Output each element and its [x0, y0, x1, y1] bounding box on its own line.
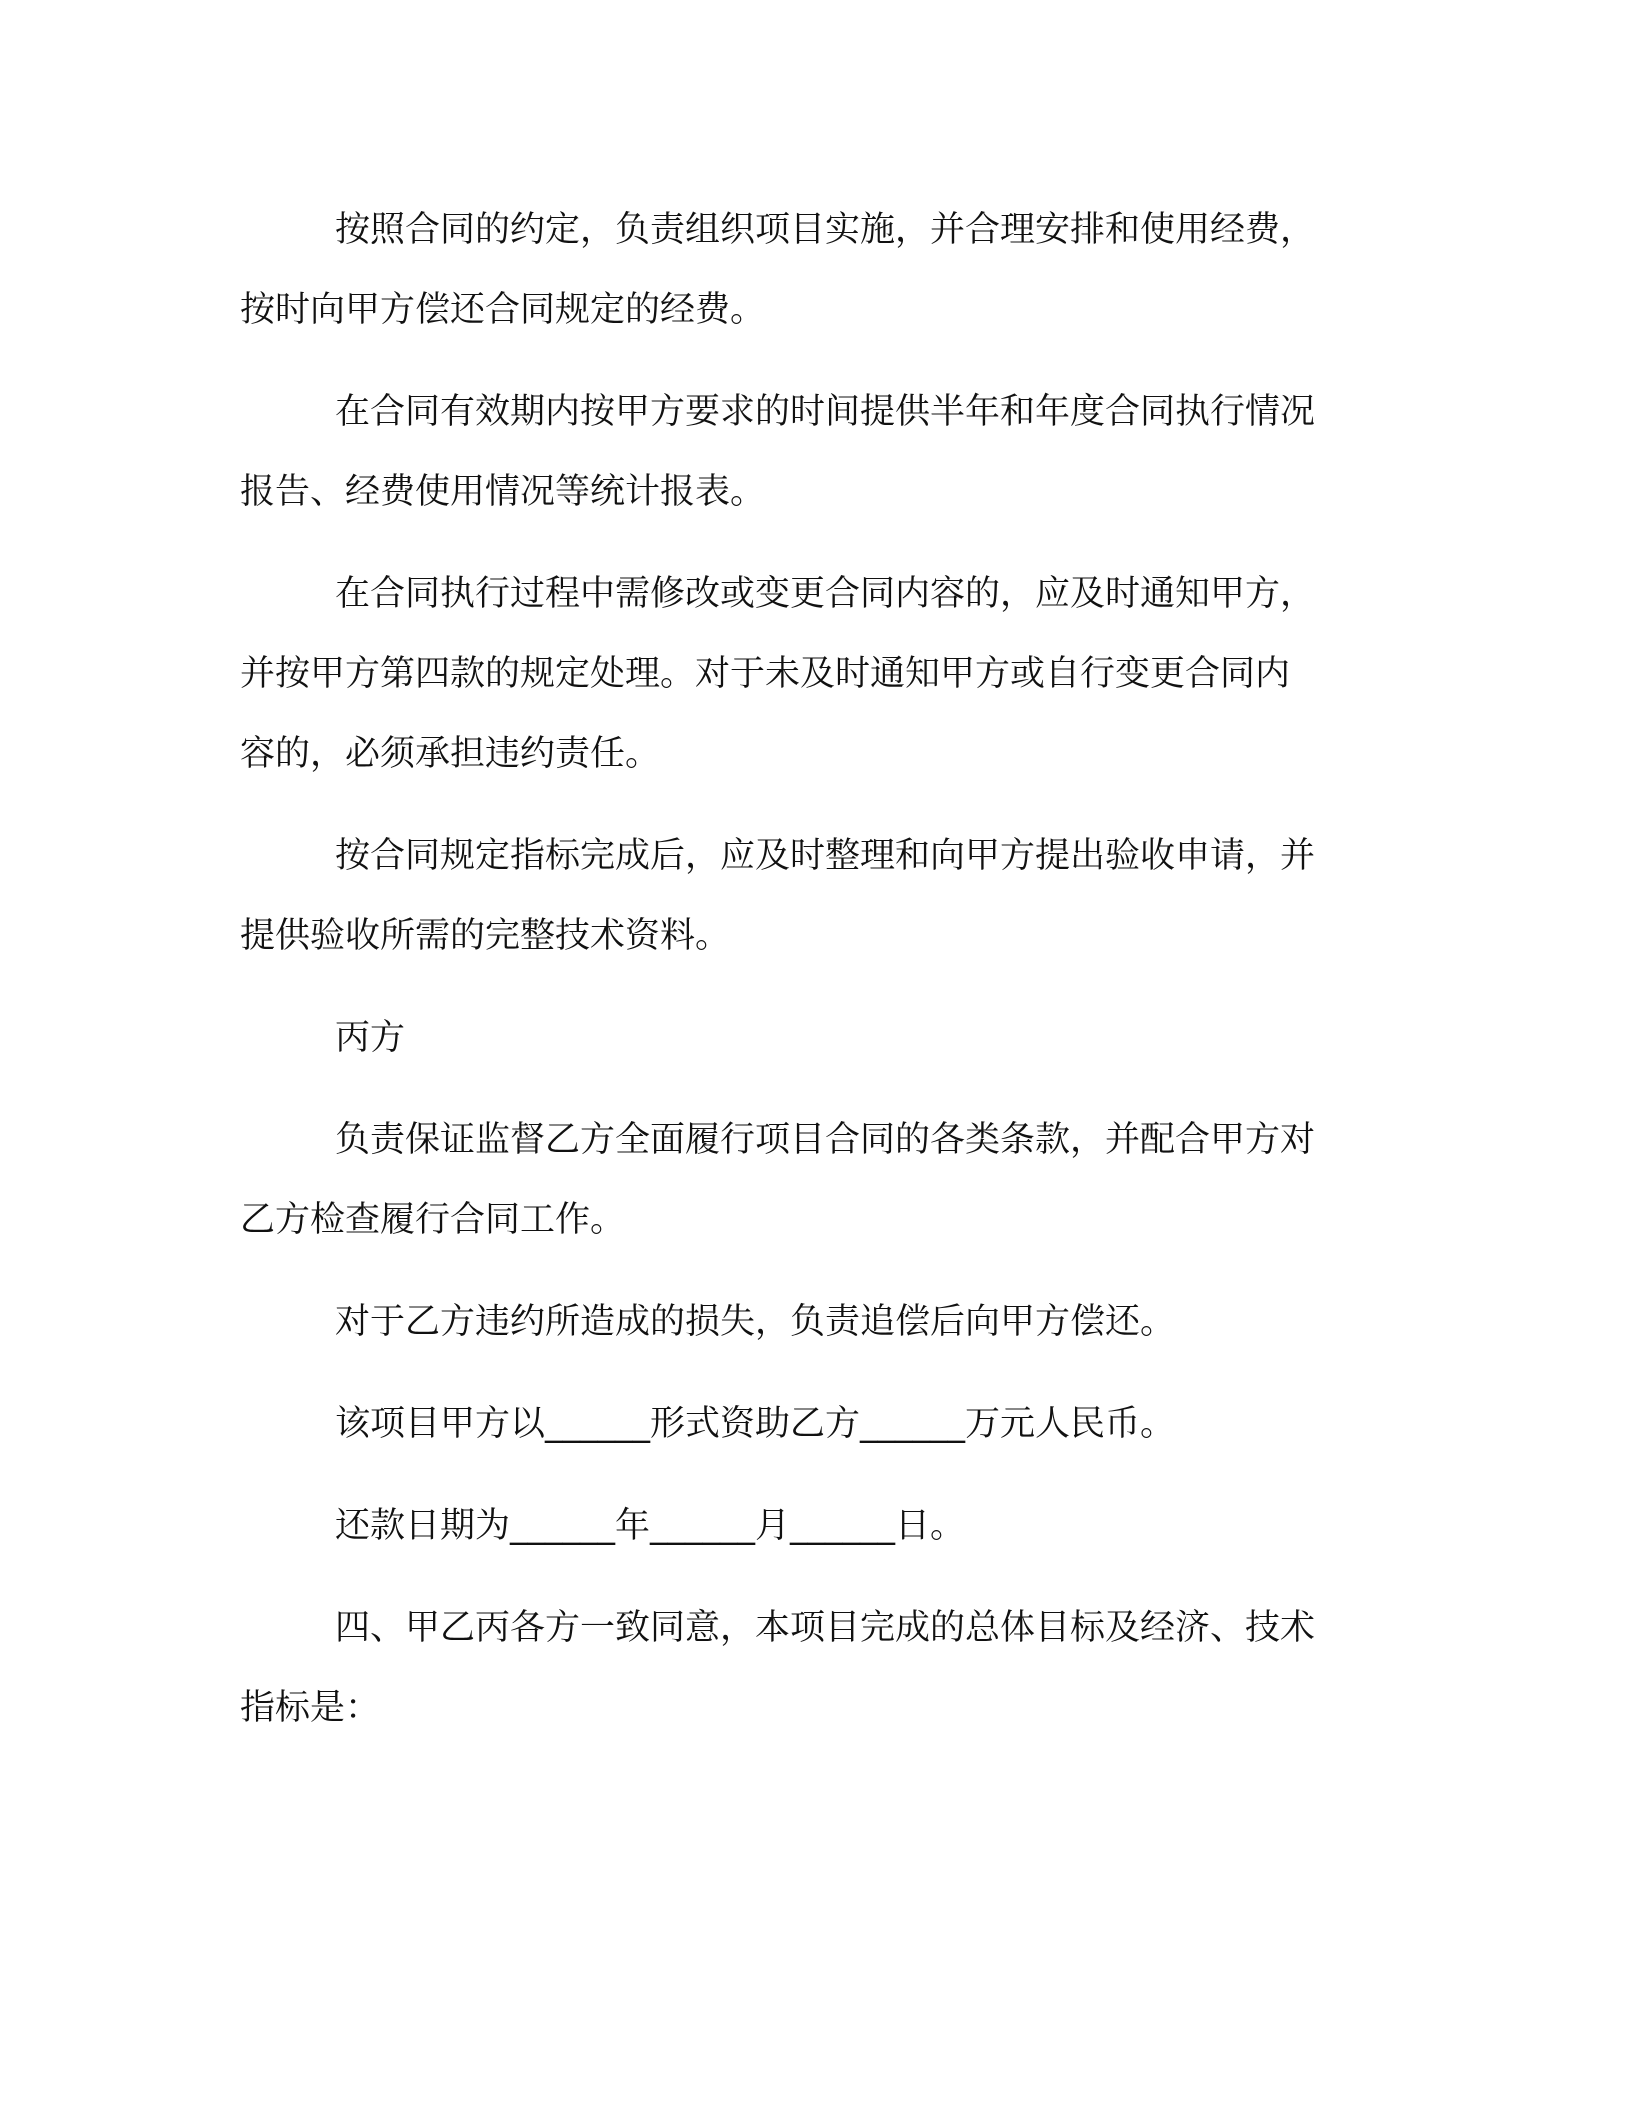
- paragraph-section-four: [240, 1588, 1390, 1748]
- text-line: 负责保证监督乙方全面履行项目合同的各类条款，并配合甲方对: [335, 1120, 1316, 1160]
- text-line: 指标是：: [240, 1688, 381, 1728]
- text-line: 丙方: [335, 1018, 406, 1058]
- paragraph-obligation-acceptance: [240, 816, 1390, 976]
- paragraph-party-c-supervision: [240, 1100, 1390, 1260]
- text-line: 对于乙方违约所造成的损失，负责追偿后向甲方偿还。: [335, 1302, 1176, 1342]
- text-line: 按照合同的约定，负责组织项目实施，并合理安排和使用经费，: [335, 210, 1316, 250]
- text-line: 报告、经费使用情况等统计报表。: [240, 472, 766, 512]
- text-line: 四、甲乙丙各方一致同意，本项目完成的总体目标及经济、技术: [335, 1608, 1316, 1648]
- text-line: 按合同规定指标完成后，应及时整理和向甲方提出验收申请，并: [335, 836, 1316, 876]
- document-body: [240, 190, 1390, 1770]
- paragraph-obligation-reporting: [240, 372, 1390, 532]
- text-line: 并按甲方第四款的规定处理。对于未及时通知甲方或自行变更合同内: [240, 654, 1291, 694]
- text-line: 容的，必须承担违约责任。: [240, 734, 661, 774]
- text-line: 还款日期为______年______月______日。: [335, 1506, 966, 1546]
- text-line: 乙方检查履行合同工作。: [240, 1200, 626, 1240]
- section-heading-party-c: [240, 998, 1390, 1078]
- paragraph-obligation-implementation: [240, 190, 1390, 350]
- text-line: 该项目甲方以______形式资助乙方______万元人民币。: [335, 1404, 1176, 1444]
- text-line: 按时向甲方偿还合同规定的经费。: [240, 290, 766, 330]
- paragraph-party-c-compensation: [240, 1282, 1390, 1362]
- paragraph-funding-amount: [240, 1384, 1390, 1464]
- text-line: 提供验收所需的完整技术资料。: [240, 916, 731, 956]
- text-line: 在合同有效期内按甲方要求的时间提供半年和年度合同执行情况: [335, 392, 1316, 432]
- paragraph-obligation-changes: [240, 554, 1390, 794]
- text-line: 在合同执行过程中需修改或变更合同内容的，应及时通知甲方，: [335, 574, 1316, 614]
- paragraph-repayment-date: [240, 1486, 1390, 1566]
